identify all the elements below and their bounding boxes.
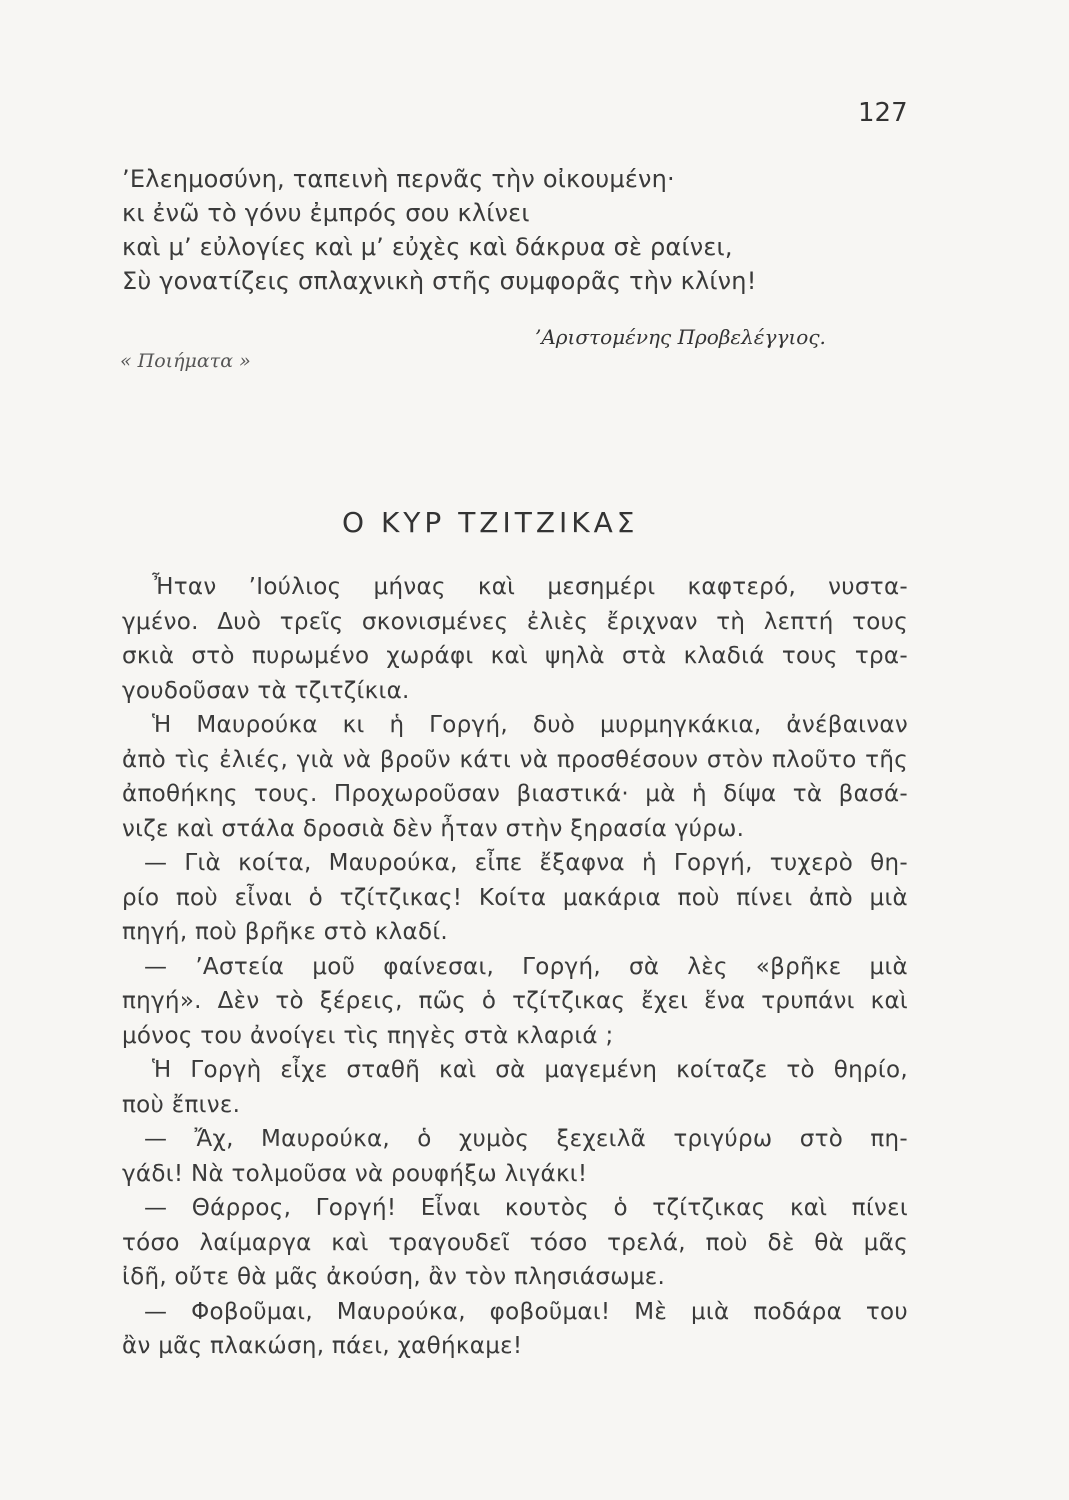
story-line: ρίο ποὺ εἶναι ὁ τζίτζικας! Κοίτα μακάρια ποὺ πίνει ἀπὸ μιὰ — [122, 884, 908, 911]
story-title: Ο ΚΥΡ ΤΖΙΤΖΙΚΑΣ — [342, 506, 639, 539]
story-line: τόσο λαίμαργα καὶ τραγουδεῖ τόσο τρελά, ποὺ δὲ θὰ μᾶς — [122, 1229, 908, 1256]
story-line: ποὺ ἔπινε. — [122, 1091, 241, 1118]
story-line: Ἡ Γοργὴ εἶχε σταθῆ καὶ σὰ μαγεμένη κοίταζε τὸ θηρίο, — [152, 1057, 908, 1083]
poem-line: καὶ μ’ εὐλογίες καὶ μ’ εὐχὲς καὶ δάκρυα σὲ ραίνει, — [122, 233, 733, 261]
story-line: — Γιὰ κοίτα, Μαυρούκα, εἶπε ἔξαφνα ἡ Γοργή, τυχερὸ θη- — [144, 850, 908, 876]
story-line: σκιὰ στὸ πυρωμένο χωράφι καὶ ψηλὰ στὰ κλαδιά τους τρα- — [122, 643, 908, 669]
story-line: γμένο. Δυὸ τρεῖς σκονισμένες ἐλιὲς ἔριχναν τὴ λεπτή τους — [122, 608, 908, 635]
story-line: ἂν μᾶς πλακώση, πάει, χαθήκαμε! — [122, 1333, 523, 1359]
story-line: νιζε καὶ στάλα δροσιὰ δὲν ἦταν στὴν ξηρασία γύρω. — [122, 815, 745, 842]
story-line: Ἡ Μαυρούκα κι ἡ Γοργή, δυὸ μυρμηγκάκια, ἀνέβαιναν — [152, 712, 908, 738]
story-text — [122, 570, 908, 1364]
story-line: ἀποθήκης τους. Προχωροῦσαν βιαστικά· μὰ ἡ δίψα τὰ βασά- — [122, 781, 908, 807]
poem — [122, 162, 757, 298]
story-line: — Φοβοῦμαι, Μαυρούκα, φοβοῦμαι! Μὲ μιὰ ποδάρα του — [144, 1298, 908, 1325]
poem-line: ’Ελεημοσύνη, ταπεινὴ περνᾶς τὴν οἰκουμένη· — [122, 165, 675, 193]
story-line: — ’Αστεία μοῦ φαίνεσαι, Γοργή, σὰ λὲς «βρῆκε μιὰ — [144, 953, 908, 980]
story-line: ἰδῆ, οὔτε θὰ μᾶς ἀκούση, ἂν τὸν πλησιάσωμε. — [122, 1264, 666, 1290]
story-line: πηγή». Δὲν τὸ ξέρεις, πῶς ὁ τζίτζικας ἔχει ἕνα τρυπάνι καὶ — [122, 988, 908, 1014]
poem-source: « Ποιήματα » — [120, 350, 251, 372]
story-line: — Θάρρος, Γοργή! Εἶναι κουτὸς ὁ τζίτζικας καὶ πίνει — [144, 1195, 908, 1221]
story-line: ἀπὸ τὶς ἐλιές, γιὰ νὰ βροῦν κάτι νὰ προσθέσουν στὸν πλοῦτο τῆς — [122, 746, 908, 773]
poem-line: κι ἐνῶ τὸ γόνυ ἐμπρός σου κλίνει — [122, 199, 530, 227]
story-line: πηγή, ποὺ βρῆκε στὸ κλαδί. — [122, 919, 449, 945]
story-line: Ἦταν ’Ιούλιος μήνας καὶ μεσημέρι καφτερό, νυστα- — [152, 574, 908, 600]
poem-line: Σὺ γονατίζεις σπλαχνικὴ στῆς συμφορᾶς τὴν κλίνη! — [122, 267, 757, 295]
page-number: 127 — [858, 98, 908, 128]
story-line: γουδοῦσαν τὰ τζιτζίκια. — [122, 677, 410, 704]
story-line: γάδι! Νὰ τολμοῦσα νὰ ρουφήξω λιγάκι! — [122, 1160, 588, 1187]
story-line: — Ἄχ, Μαυρούκα, ὁ χυμὸς ξεχειλᾶ τριγύρω στὸ πη- — [144, 1126, 908, 1152]
poem-author: ’Αριστομένης Προβελέγγιος. — [535, 325, 826, 349]
story-line: μόνος του ἀνοίγει τὶς πηγὲς στὰ κλαριά ; — [122, 1022, 614, 1049]
